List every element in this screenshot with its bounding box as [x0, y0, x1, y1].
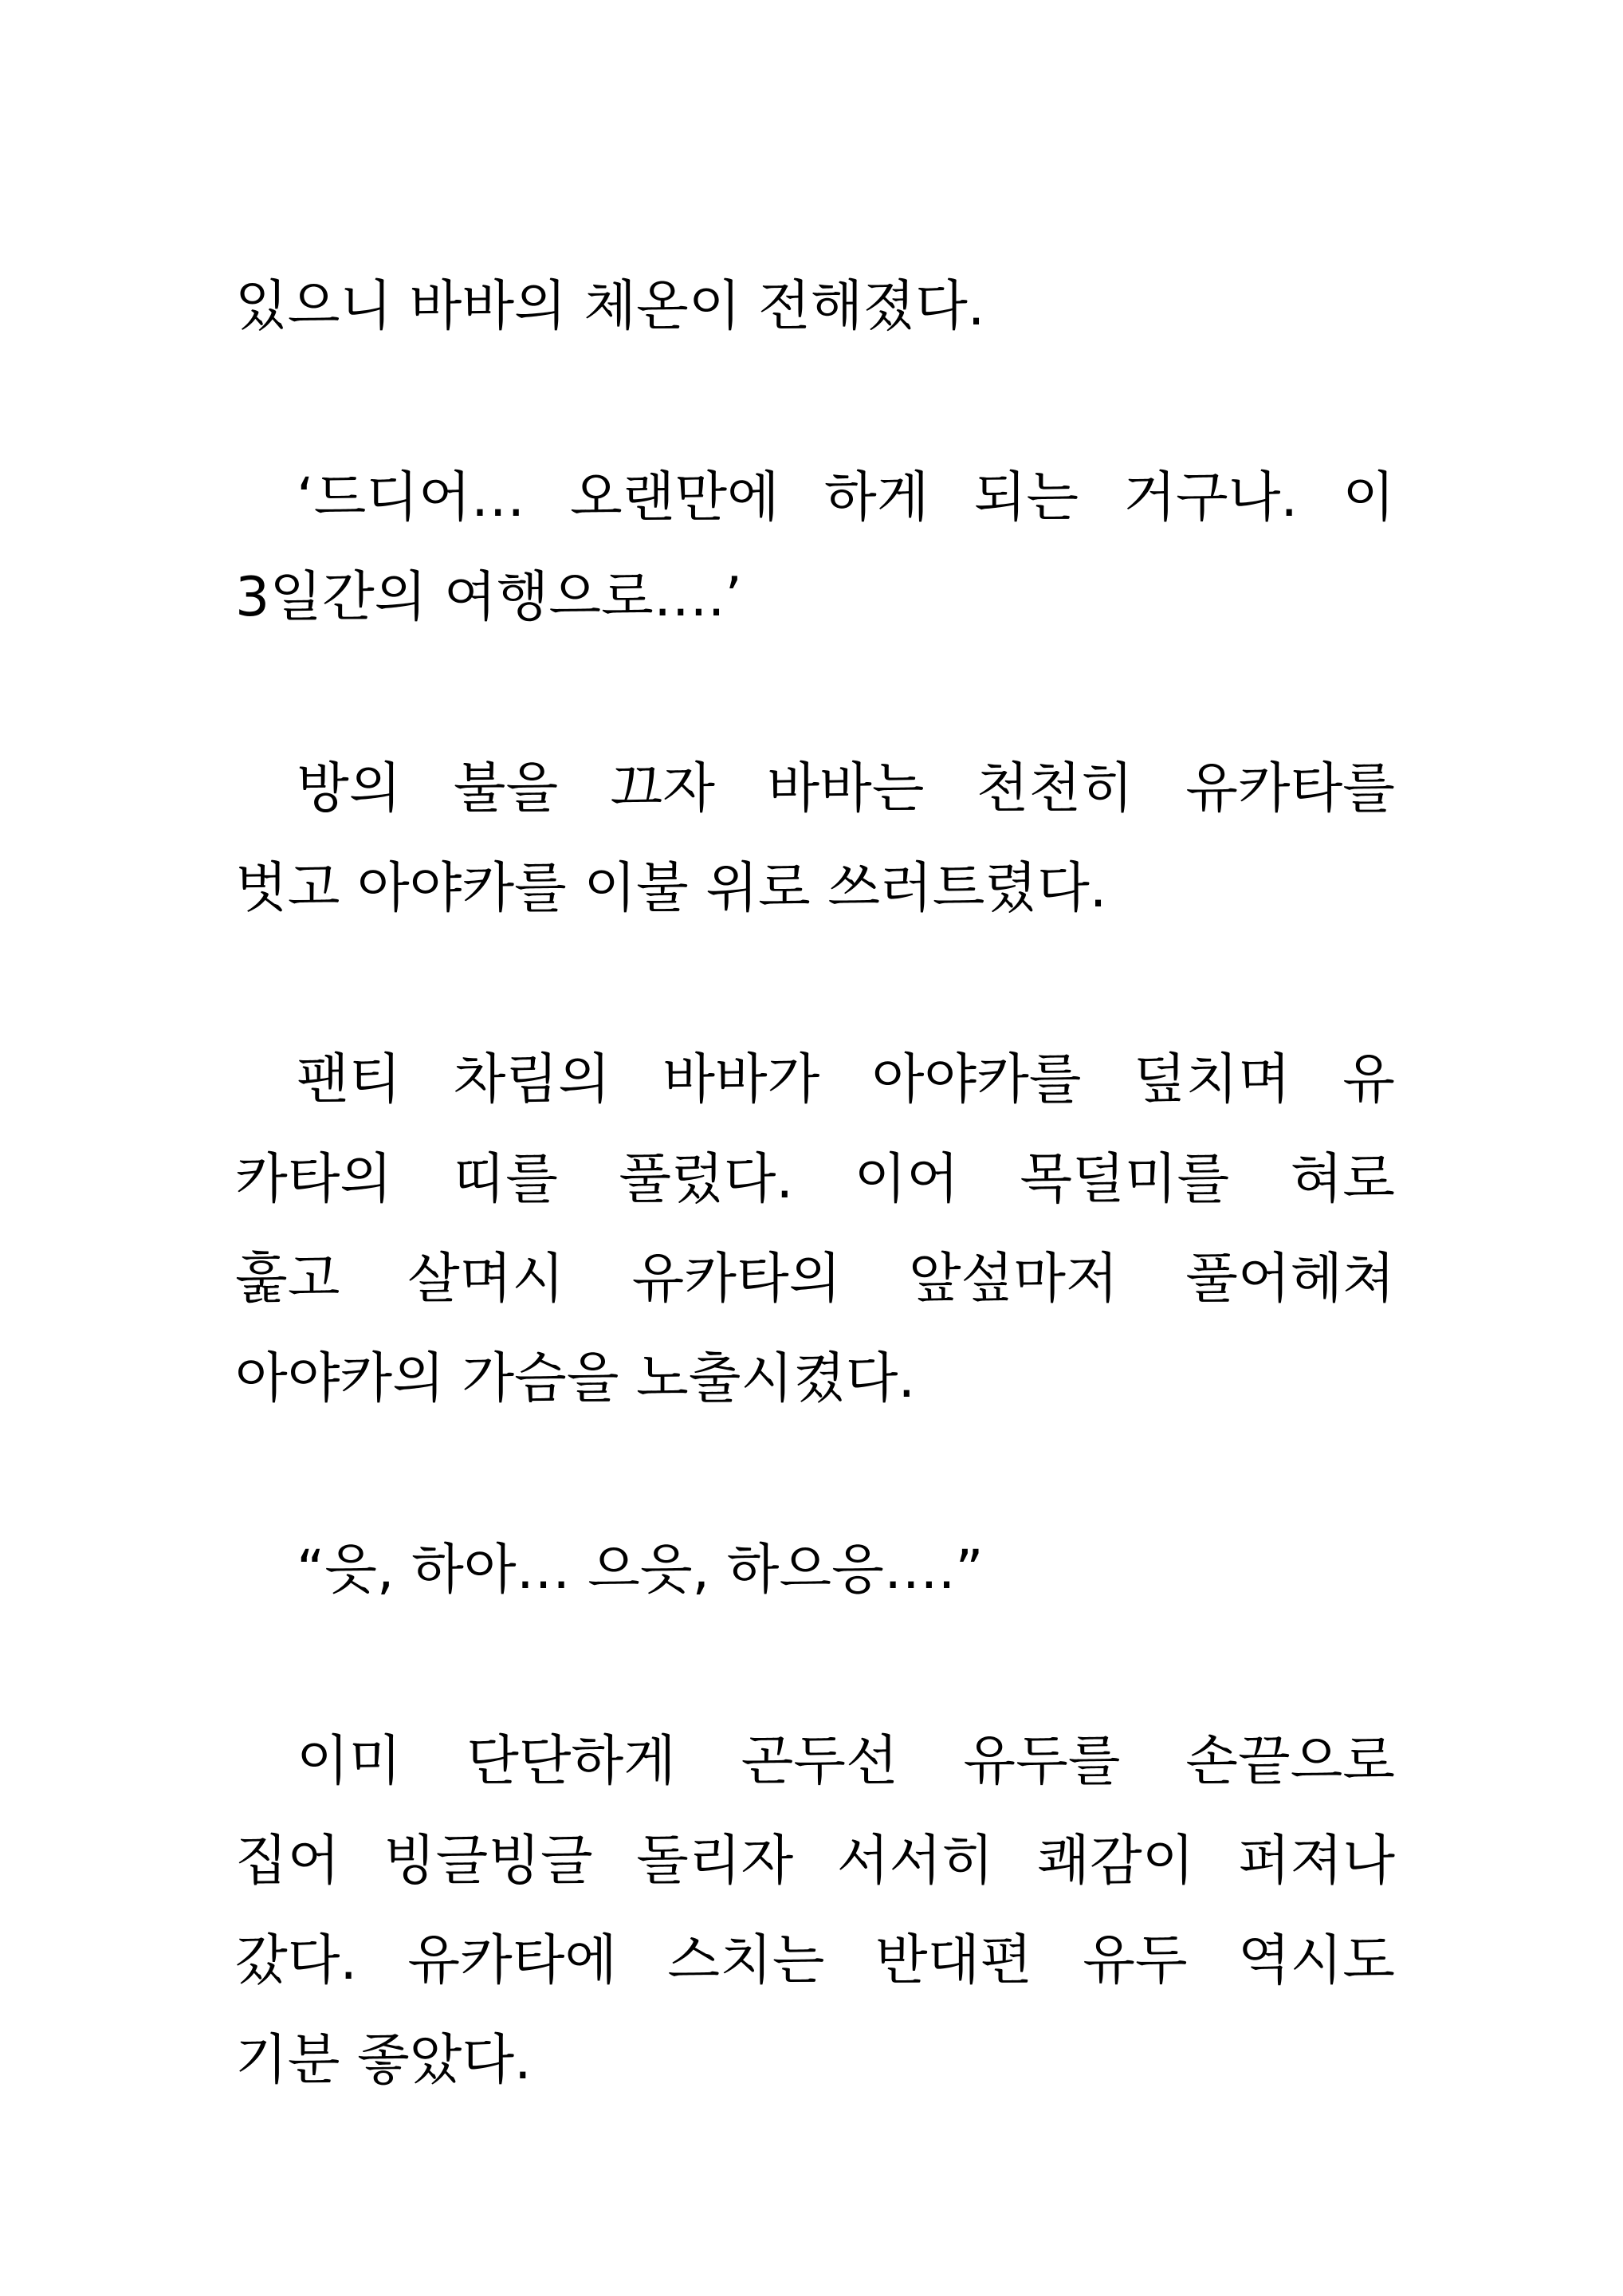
text-line: 아야카의 가슴을 노출시켰다. — [235, 1347, 916, 1410]
text-line: 방의 불을 끄자 바바는 천천히 유카타를 — [297, 757, 1395, 820]
text-line: 카타의 띠를 풀렀다. 이어 목덜미를 혀로 — [235, 1148, 1395, 1211]
text-line: “읏, 하아… 으읏, 하으응….” — [297, 1539, 984, 1602]
text-line: 기분 좋았다. — [235, 2029, 532, 2092]
text-line: ‘드디어… 오랜만에 하게 되는 거구나. 이 — [297, 466, 1395, 529]
text-line: 이미 단단하게 곤두선 유두를 손끝으로 — [297, 1730, 1395, 1793]
text-line: 있으니 바바의 체온이 전해졌다. — [235, 275, 985, 338]
text-line: 훑고 살며시 유카타의 앞섶마저 풀어헤쳐 — [235, 1248, 1395, 1311]
text-line: 벗고 아야카를 이불 위로 쓰러트렸다. — [235, 857, 1107, 920]
text-line: 갔다. 유카타에 스치는 반대편 유두 역시도 — [235, 1929, 1395, 1992]
text-line: 팬티 차림의 바바가 아야카를 덮치며 유 — [297, 1048, 1395, 1111]
text-line: 3일간의 여행으로….’ — [235, 566, 742, 629]
text-line: 집어 빙글빙글 돌리자 서서히 쾌감이 퍼져나 — [235, 1830, 1395, 1893]
